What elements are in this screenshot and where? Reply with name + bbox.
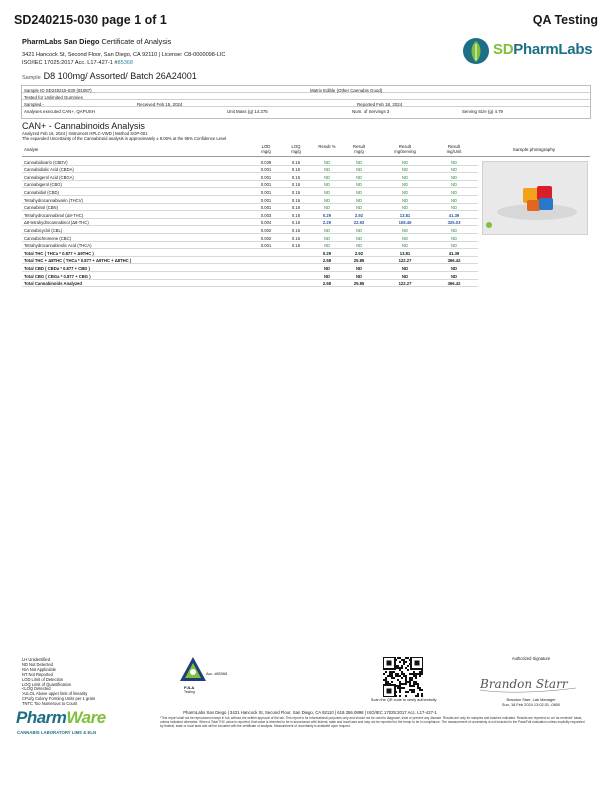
meta-row-4	[22, 108, 590, 114]
unit-cell: ND	[450, 265, 458, 271]
unit-cell: 41.39	[448, 212, 460, 218]
qr-caption: Scan the QR code to verify authenticity.	[370, 698, 438, 702]
analyte-cell: Tetrahydrocannabinolic Acid (THCA)	[24, 243, 92, 249]
sdpharmlabs-logo	[461, 36, 591, 66]
sdpharmlabs-leaf-icon	[461, 36, 491, 66]
srv-cell: ND	[401, 174, 409, 180]
lod-cell: 0.001	[260, 197, 272, 203]
pct-cell: ND	[323, 174, 331, 180]
srv-cell: ND	[401, 205, 409, 211]
total-row	[22, 249, 478, 257]
loq-cell: 0.16	[291, 159, 301, 165]
col-unit: Result mg/Unit	[446, 144, 462, 154]
logo-wordmark: SDPharmLabs	[493, 41, 593, 58]
qa-label: QA Testing	[532, 13, 598, 27]
meta-row-2	[22, 94, 590, 100]
srv-cell: ND	[401, 227, 409, 233]
unit-cell: ND	[450, 273, 458, 279]
legend-item: >ULOL Above upper limit of linearity	[22, 691, 88, 697]
pct-cell: ND	[323, 243, 331, 249]
table-row	[22, 204, 478, 212]
legend-item: NT Not Reported	[22, 671, 53, 677]
analyte-cell: Total Cannabinoids Analyzed	[24, 281, 82, 287]
loq-cell: 0.16	[291, 227, 301, 233]
mgg-cell: ND	[355, 265, 363, 271]
unit-cell: 41.39	[448, 250, 460, 256]
iso-line: ISO/IEC 17025:2017 Acc. L17-427-1 #85368	[22, 60, 134, 66]
srv-cell: 122.27	[398, 281, 412, 287]
analyte-cell: Total CBG ( CBGa * 0.877 + CBG )	[24, 273, 91, 279]
table-row	[22, 166, 478, 174]
pct-cell: 2.29	[322, 220, 332, 226]
mgg-cell: 22.93	[353, 220, 365, 226]
analyte-cell: Cannabigerol Acid (CBGA)	[24, 174, 74, 180]
table-row	[22, 226, 478, 234]
total-row	[22, 264, 478, 272]
section-subtitle	[22, 131, 226, 141]
table-row	[22, 234, 478, 242]
signature-date: Sun, 18 Feb 2024 13:02:31 -0800	[501, 701, 561, 707]
pct-cell: 0.29	[322, 250, 332, 256]
col-analyte: Analyte	[24, 147, 39, 152]
unit-cell: ND	[450, 197, 458, 203]
pct-cell: ND	[323, 197, 331, 203]
unit-cell: ND	[450, 235, 458, 241]
mgg-cell: ND	[355, 205, 363, 211]
analyte-cell: Tetrahydrocannabivarin (THCV)	[24, 197, 83, 203]
lab-address	[22, 51, 225, 67]
lab-title	[22, 37, 171, 46]
table-row	[22, 181, 478, 189]
loq-cell: 0.16	[291, 174, 301, 180]
gummies-image	[483, 162, 588, 235]
loq-cell: 0.16	[291, 205, 301, 211]
pharmware-sub: CANNABIS LABORATORY LIMS & ELN	[17, 730, 97, 735]
sample-name: D8 100mg/ Assorted/ Batch 26A24001	[43, 71, 197, 81]
mgg-cell: 2.92	[354, 250, 364, 256]
srv-cell: ND	[401, 167, 409, 173]
col-lod: LOD mg/g	[261, 144, 271, 154]
pjla-logo-icon	[178, 655, 208, 685]
lod-cell: 0.001	[260, 189, 272, 195]
pjla-name: PJLA	[184, 685, 195, 690]
doc-type: Certificate of Analysis	[101, 37, 172, 46]
table-row	[22, 242, 478, 250]
loq-cell: 0.16	[291, 220, 301, 226]
mgg-cell: ND	[355, 189, 363, 195]
mgg-cell: ND	[355, 273, 363, 279]
table-row	[22, 173, 478, 181]
analyses: Analyses executed CAN+, QAPUSH	[24, 108, 95, 114]
meta-row-3	[22, 101, 590, 107]
pct-cell: ND	[323, 265, 331, 271]
sample-label: Sample	[22, 75, 41, 81]
abbreviation-legend	[22, 658, 95, 707]
analyte-cell: Cannabidiol (CBD)	[24, 189, 59, 195]
srv-cell: 108.46	[398, 220, 412, 226]
unit-cell: ND	[450, 174, 458, 180]
sample-title	[22, 71, 197, 81]
loq-cell: 0.16	[291, 235, 301, 241]
unit-cell: 366.42	[447, 281, 461, 287]
pjla-acc: Acc. #85368	[206, 672, 228, 676]
lod-cell: 0.001	[260, 167, 272, 173]
uncertainty-line: The expanded Uncertainty of the Cannabinoid analysis is approximately ± 8.06% at the 95% Confidence Level	[22, 136, 227, 142]
srv-cell: ND	[401, 159, 409, 165]
address-line: 3421 Hancock St, Second Floor, San Diego, CA 92110 | License: C8-0000098-LIC	[22, 52, 226, 58]
legend-item: ND Not Detected	[22, 661, 53, 667]
unit-cell: 325.03	[447, 220, 461, 226]
analyte-cell: Tetrahydrocannabinol (Δ9-THC)	[24, 212, 84, 218]
analyte-cell: Cannabichromene (CBC)	[24, 235, 72, 241]
table-row	[22, 158, 478, 166]
total-row	[22, 280, 478, 288]
pct-cell: ND	[323, 227, 331, 233]
mgg-cell: 25.85	[353, 258, 365, 264]
analyte-cell: Cannabidiolic Acid (CBDA)	[24, 167, 74, 173]
unit-cell: ND	[450, 243, 458, 249]
signature-image	[476, 668, 580, 696]
lod-cell: 0.002	[260, 227, 272, 233]
unit-mass: Unit Mass (g) 14.375	[227, 108, 268, 114]
srv-cell: ND	[401, 235, 409, 241]
lod-cell: 0.004	[260, 220, 272, 226]
mgg-cell: ND	[355, 174, 363, 180]
signature-drawing	[476, 668, 580, 696]
photo-header: Sample photography	[478, 143, 590, 157]
pct-cell: 2.58	[322, 258, 332, 264]
lod-cell: 0.002	[260, 235, 272, 241]
loq-cell: 0.16	[291, 243, 301, 249]
unit-cell: 366.42	[447, 258, 461, 264]
table-header	[22, 143, 478, 157]
sampled: Sampled -	[24, 101, 45, 107]
mgg-cell: ND	[355, 227, 363, 233]
lab-name: PharmLabs San Diego	[22, 37, 100, 46]
mgg-cell: 2.92	[354, 212, 364, 218]
iso-number: 85368	[117, 60, 134, 66]
analyte-cell: Cannabidivarin (CBDV)	[24, 159, 68, 165]
pct-cell: ND	[323, 167, 331, 173]
pct-cell: ND	[323, 273, 331, 279]
analyte-cell: Cannabigerol (CBG)	[24, 182, 62, 188]
pct-cell: ND	[323, 235, 331, 241]
qr-code-icon	[383, 657, 423, 697]
sample-photo[interactable]	[482, 161, 588, 235]
mgg-cell: ND	[355, 182, 363, 188]
sample-id: Sample ID SD240215-030 (91087)	[24, 87, 92, 93]
legend-item: LOQ Limit of Quantification	[22, 681, 72, 687]
unit-cell: ND	[450, 227, 458, 233]
analyte-cell: Cannabicyclol (CBL)	[24, 227, 63, 233]
col-serving: Result mg/Serving	[394, 144, 416, 154]
srv-cell: 13.81	[399, 250, 411, 256]
table-row	[22, 211, 478, 219]
pct-cell: ND	[323, 189, 331, 195]
legend-item: N/A Not Applicable	[22, 666, 56, 672]
analyte-cell: Total THC + Δ8THC ( THCa * 0.877 + Δ9THC + Δ8THC )	[24, 258, 132, 264]
loq-cell: 0.16	[291, 189, 301, 195]
analyzed-line: Analyzed Feb 16, 2024 | Instrument HPLC-VWD | Method SOP-001	[22, 131, 148, 136]
pharmware-logo	[16, 708, 136, 744]
pjla-accreditation	[176, 655, 246, 695]
signatory	[488, 698, 574, 708]
loq-cell: 0.16	[291, 167, 301, 173]
signatory-name: Brandon Starr, Lab Manager	[506, 697, 556, 702]
mgg-cell: 25.85	[353, 281, 365, 287]
pjla-sub: Testing	[184, 690, 195, 694]
loq-cell: 0.16	[291, 182, 301, 188]
legend-item: CFU/g Colony Forming Units per 1 gram	[22, 696, 96, 702]
meta-row-1	[22, 87, 590, 93]
mgg-cell: ND	[355, 159, 363, 165]
table-row	[22, 188, 478, 196]
section-title: CAN+ - Cannabinoids Analysis	[22, 121, 145, 131]
srv-cell: 122.27	[398, 258, 412, 264]
unit-cell: ND	[450, 159, 458, 165]
legend-item: LH Unidentified	[22, 657, 50, 662]
analyte-cell: Total THC ( THCa * 0.877 + Δ9THC )	[24, 250, 94, 256]
footer-address: PharmLabs San Diego | 3421 Hancock St, Second Floor, San Diego, CA 92110 | 619.356.0898 | ISO/IEC 17025:2017 Acc. L17-427-1	[183, 710, 437, 715]
srv-cell: 13.81	[399, 212, 411, 218]
pct-cell: ND	[323, 182, 331, 188]
total-row	[22, 257, 478, 265]
legend-item: LOD Limit of Detection	[22, 676, 64, 682]
legend-item: <LOQ Detected	[22, 686, 51, 692]
legend-item: TNTC Too Numerous to Count	[22, 701, 78, 707]
matrix: Matrix Edible (Other Cannabis Good)	[310, 87, 383, 93]
unit-cell: ND	[450, 182, 458, 188]
mgg-cell: ND	[355, 243, 363, 249]
unit-cell: ND	[450, 167, 458, 173]
mgg-cell: ND	[355, 197, 363, 203]
pharmware-wordmark: PharmWare	[16, 708, 106, 727]
unit-cell: ND	[450, 205, 458, 211]
report-id: SD240215-030 page 1 of 1	[14, 13, 167, 27]
col-loq: LOQ mg/g	[291, 144, 301, 154]
signature-script: Brandon Starr	[480, 677, 568, 691]
mgg-cell: ND	[355, 235, 363, 241]
lod-cell: 0.001	[260, 182, 272, 188]
table-row	[22, 219, 478, 227]
srv-cell: ND	[401, 189, 409, 195]
col-pct: Result %	[318, 144, 336, 149]
serving-size: Serving Size (g) 4.79	[462, 108, 503, 114]
table-row	[22, 196, 478, 204]
lod-cell: 0.001	[260, 243, 272, 249]
signature-heading: Authorized Signature	[511, 656, 551, 661]
num-servings: Num. of Servings 3	[352, 108, 390, 114]
unit-cell: ND	[450, 189, 458, 195]
srv-cell: ND	[401, 197, 409, 203]
reported: Reported Feb 18, 2024	[357, 101, 403, 107]
analyte-cell: Δ8-tetrahydrocannabinol (Δ8-THC)	[24, 220, 89, 226]
lod-cell: 0.001	[260, 174, 272, 180]
col-mgg: Result mg/g	[352, 144, 366, 154]
received: Received Feb 15, 2024	[137, 101, 183, 107]
pct-cell: ND	[323, 205, 331, 211]
pct-cell: 0.29	[322, 212, 332, 218]
srv-cell: ND	[401, 182, 409, 188]
lod-cell: 0.003	[260, 212, 272, 218]
srv-cell: ND	[401, 265, 409, 271]
lod-cell: 0.001	[260, 205, 272, 211]
srv-cell: ND	[401, 273, 409, 279]
analyte-cell: Total CBD ( CBDa * 0.877 + CBD )	[24, 265, 90, 271]
mgg-cell: ND	[355, 167, 363, 173]
analyte-cell: Cannabinol (CBN)	[24, 205, 58, 211]
loq-cell: 0.16	[291, 212, 301, 218]
lod-cell: 0.039	[260, 159, 272, 165]
pct-cell: ND	[323, 159, 331, 165]
tested-for: Tested for Unlimited Gummies	[24, 94, 83, 100]
footer-disclaimer: *This report shall not be reproduced except in full, without the written approval of the lab. This report is for informational purposes only and should not be used to diagnose, treat or prevent any disease. Results are only for samples and batches indicated. Results are reported on an 'as received' basis, unless indicated otherwise. When a Total THC value is reported, that value is intended to be in accordance with federal, state and local laws and may not be reported for the hemp to be in compliance. The measurement of uncertainty is not included in the Pass/Fail evaluation unless explicitly requested by federal, state or local laws and will be included with the certificate of analysis. Measurement of uncertainty is available upon request.	[160, 716, 585, 728]
pct-cell: 2.58	[322, 281, 332, 287]
loq-cell: 0.16	[291, 197, 301, 203]
srv-cell: ND	[401, 243, 409, 249]
total-row	[22, 272, 478, 280]
verification-qr-code[interactable]	[383, 657, 423, 697]
